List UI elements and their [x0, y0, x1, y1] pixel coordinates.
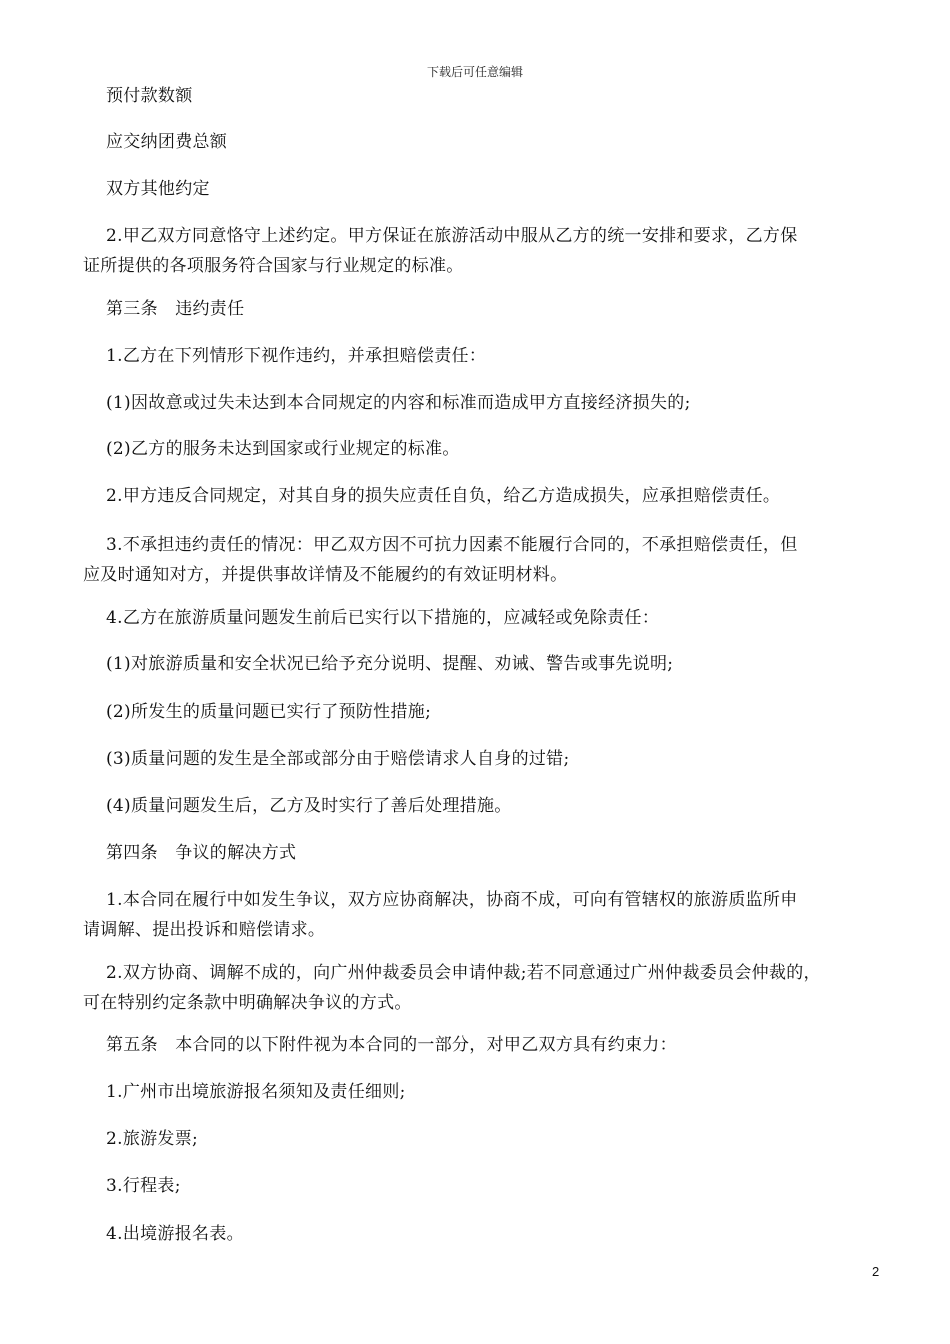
paragraph-clause-2-compliance: [83, 221, 881, 281]
paragraph-line: 应及时通知对方，并提供事故详情及不能履约的有效证明材料。: [83, 565, 568, 585]
paragraph-line: 1.乙方在下列情形下视作违约，并承担赔偿责任：: [106, 346, 487, 366]
paragraph-line: (1)对旅游质量和安全状况已给予充分说明、提醒、劝诫、警告或事先说明;: [106, 654, 674, 674]
paragraph-line: 第五条 本合同的以下附件视为本合同的一部分，对甲乙双方具有约束力：: [106, 1035, 677, 1055]
paragraph-line: 4.出境游报名表。: [106, 1224, 244, 1244]
paragraph-line: 3.不承担违约责任的情况：甲乙双方因不可抗力因素不能履行合同的，不承担赔偿责任，但: [106, 535, 798, 555]
section-heading-article-5: [106, 1030, 881, 1060]
paragraph-prepayment-amount: [106, 81, 881, 111]
list-item-attachment-2: [106, 1124, 881, 1154]
paragraph-line: 1.广州市出境旅游报名须知及责任细则;: [106, 1082, 406, 1102]
paragraph-dispute-arbitration: [83, 958, 881, 1018]
paragraph-line: 1.本合同在履行中如发生争议，双方应协商解决，协商不成，可向有管辖权的旅游质监所申: [106, 890, 798, 910]
page-header-note: 下载后可任意编辑: [426, 65, 523, 79]
paragraph-other-agreements: [106, 174, 881, 204]
section-heading-article-4: [106, 838, 881, 868]
paragraph-line: 2.旅游发票;: [106, 1129, 199, 1149]
paragraph-line: 2.甲乙双方同意恪守上述约定。甲方保证在旅游活动中服从乙方的统一安排和要求，乙方保: [106, 226, 798, 246]
list-item-reduction-1: [106, 649, 881, 679]
list-item-breach-1: [106, 388, 881, 418]
paragraph-line: 3.行程表;: [106, 1176, 181, 1196]
paragraph-line: 2.甲方违反合同规定，对其自身的损失应责任自负，给乙方造成损失，应承担赔偿责任。: [106, 486, 781, 506]
paragraph-line: 请调解、提出投诉和赔偿请求。: [83, 920, 326, 940]
page-number: 2: [872, 1264, 880, 1279]
list-item-attachment-1: [106, 1077, 881, 1107]
paragraph-breach-conditions: [106, 341, 881, 371]
list-item-reduction-2: [106, 697, 881, 727]
paragraph-total-fee: [106, 127, 881, 157]
paragraph-line: 预付款数额: [106, 86, 193, 106]
paragraph-line: (4)质量问题发生后，乙方及时实行了善后处理措施。: [106, 796, 512, 816]
section-heading-article-3: [106, 294, 881, 324]
paragraph-line: (2)所发生的质量问题已实行了预防性措施;: [106, 702, 432, 722]
paragraph-liability-reduction: [106, 603, 881, 633]
paragraph-line: (1)因故意或过失未达到本合同规定的内容和标准而造成甲方直接经济损失的;: [106, 393, 691, 413]
list-item-reduction-4: [106, 791, 881, 821]
paragraph-line: 第四条 争议的解决方式: [106, 843, 297, 863]
paragraph-force-majeure: [83, 530, 881, 590]
paragraph-dispute-negotiation: [83, 885, 881, 945]
paragraph-line: (3)质量问题的发生是全部或部分由于赔偿请求人自身的过错;: [106, 749, 570, 769]
paragraph-line: 2.双方协商、调解不成的，向广州仲裁委员会申请仲裁;若不同意通过广州仲裁委员会仲裁的，: [106, 963, 821, 983]
paragraph-line: 可在特别约定条款中明确解决争议的方式。: [83, 993, 412, 1013]
list-item-attachment-4: [106, 1219, 881, 1249]
paragraph-line: 双方其他约定: [106, 179, 210, 199]
paragraph-party-a-breach: [106, 481, 881, 511]
list-item-attachment-3: [106, 1171, 881, 1201]
paragraph-line: (2)乙方的服务未达到国家或行业规定的标准。: [106, 439, 460, 459]
paragraph-line: 第三条 违约责任: [106, 299, 245, 319]
list-item-reduction-3: [106, 744, 881, 774]
paragraph-line: 应交纳团费总额: [106, 132, 228, 152]
paragraph-line: 4.乙方在旅游质量问题发生前后已实行以下措施的，应减轻或免除责任：: [106, 608, 660, 628]
list-item-breach-2: [106, 434, 881, 464]
paragraph-line: 证所提供的各项服务符合国家与行业规定的标准。: [83, 256, 464, 276]
